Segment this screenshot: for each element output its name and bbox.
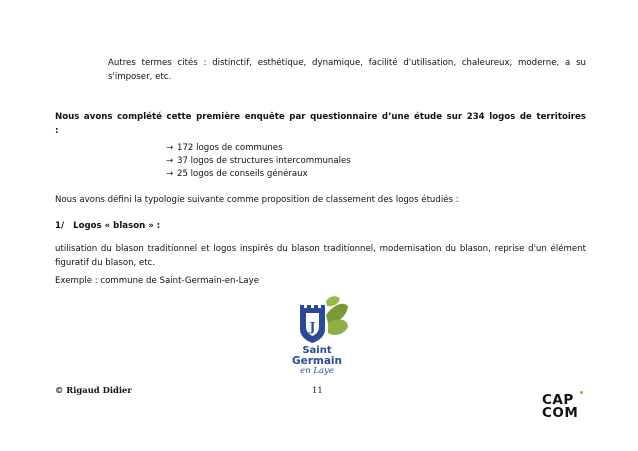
logo-line-saint: Saint xyxy=(302,345,332,356)
footer-author: © Rigaud Didier xyxy=(55,385,132,395)
terms-paragraph: Autres termes cités : distinctif, esthétique, dynamique, facilité d'utilisation, chaleureux, moderne, a su s'imposer, etc. xyxy=(108,58,586,82)
brand-dot-icon xyxy=(580,391,583,394)
saint-germain-logo xyxy=(282,293,352,375)
survey-item-intercommunales: → 37 logos de structures intercommunales xyxy=(166,156,351,166)
capcom-line-com: COM xyxy=(542,405,579,421)
logo-line-enlaye: en Laye xyxy=(300,366,334,375)
leaf-shape xyxy=(328,320,348,335)
capcom-line-cap: CAP xyxy=(542,392,574,408)
shield-initial: J xyxy=(309,320,316,334)
arrow-right-icon: → xyxy=(166,143,174,153)
capcom-logo xyxy=(542,394,578,420)
arrow-right-icon: → xyxy=(166,169,174,179)
arrow-right-icon: → xyxy=(166,156,174,166)
survey-item-conseils: → 25 logos de conseils généraux xyxy=(166,169,308,179)
section-heading: 1/ Logos « blason » : xyxy=(55,221,161,231)
survey-item-communes: → 172 logos de communes xyxy=(166,143,283,153)
section-text: utilisation du blason traditionnel et logos inspirés du blason traditionnel, modernisation du blason, reprise d'un élément figuratif du blason, etc. xyxy=(55,244,586,268)
logo-line-germain: Germain xyxy=(291,355,343,367)
typology-intro: Nous avons défini la typologie suivante comme proposition de classement des logos étudiés : xyxy=(55,195,459,205)
page-number: 11 xyxy=(312,385,323,395)
example-text: Exemple : commune de Saint-Germain-en-Laye xyxy=(55,276,260,286)
survey-intro: Nous avons complété cette première enquête par questionnaire d’une étude sur 234 logos de territoires : xyxy=(55,112,586,136)
